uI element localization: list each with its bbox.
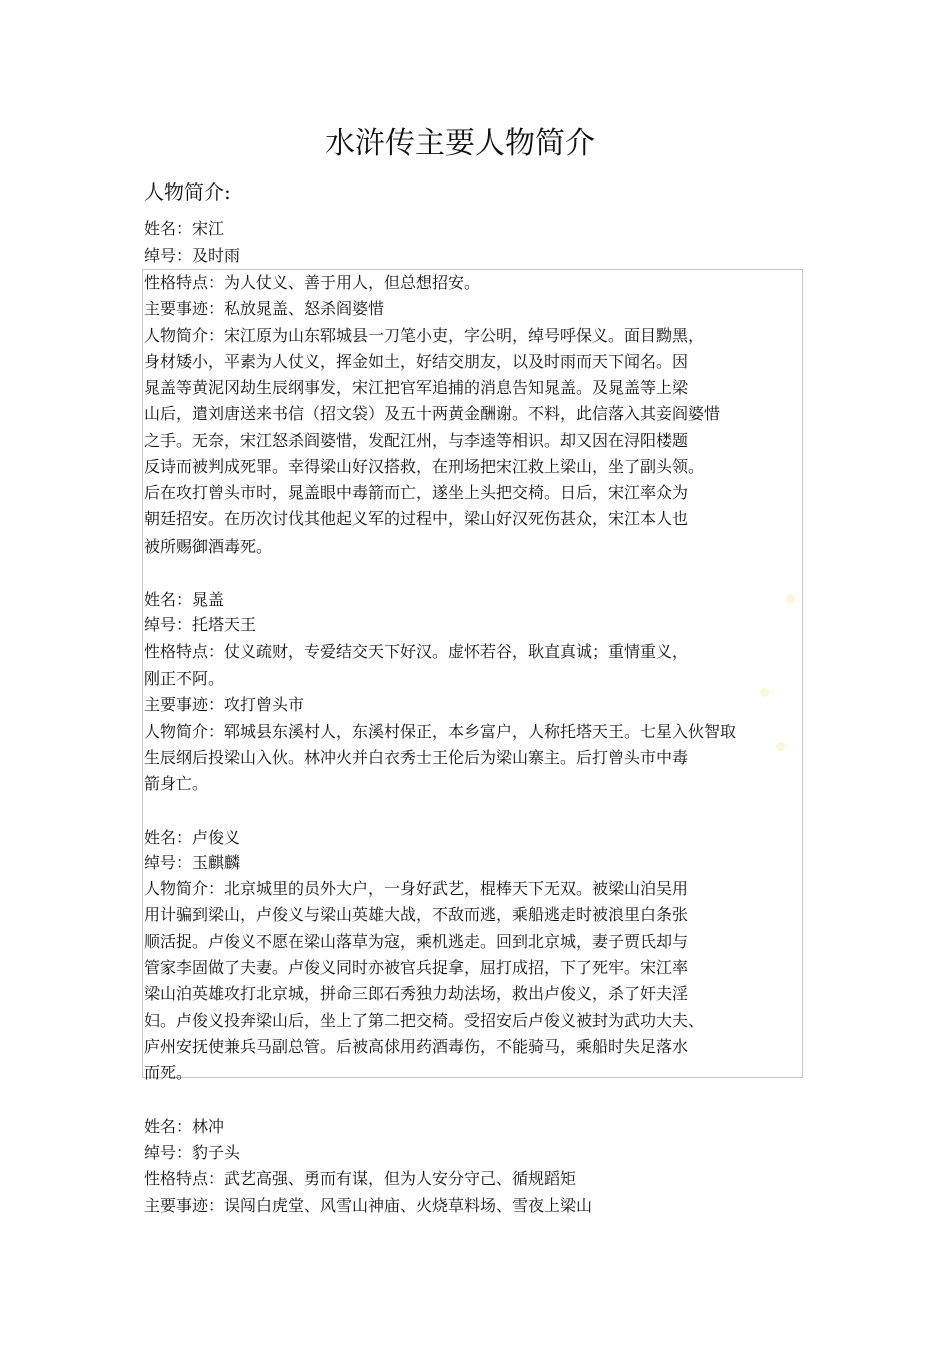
body-line: 晁盖等黄泥冈劫生辰纲事发，宋江把官军追捕的消息告知晁盖。及晁盖等上梁 xyxy=(144,378,689,397)
body-line: 生辰纲后投梁山入伙。林冲火并白衣秀士王伦后为梁山寨主。后打曾头市中毒 xyxy=(144,748,689,767)
body-line: 庐州安抚使兼兵马副总管。后被高俅用药酒毒伤，不能骑马，乘船时失足落水 xyxy=(144,1037,689,1056)
body-line: 绰号：玉麒麟 xyxy=(144,853,241,872)
body-line: 身材矮小，平素为人仗义，挥金如土，好结交朋友，以及时雨而天下闻名。因 xyxy=(144,352,689,371)
body-line: 绰号：及时雨 xyxy=(144,246,241,265)
body-line: 姓名：林冲 xyxy=(144,1117,225,1136)
background-spot xyxy=(786,594,795,603)
body-line: 人物简介：宋江原为山东郓城县一刀笔小吏，字公明，绰号呼保义。面目黝黑， xyxy=(144,326,705,345)
body-line: 管家李固做了夫妻。卢俊义同时亦被官兵捉拿，屈打成招，下了死牢。宋江率 xyxy=(144,958,689,977)
body-line: 主要事迹：私放晁盖、怒杀阎婆惜 xyxy=(144,299,385,318)
body-line: 刚正不阿。 xyxy=(144,669,225,688)
body-line: 主要事迹：攻打曾头市 xyxy=(144,695,305,714)
body-line: 之手。无奈，宋江怒杀阎婆惜，发配江州，与李逵等相识。却又因在浔阳楼题 xyxy=(144,431,689,450)
body-line: 姓名：卢俊义 xyxy=(144,828,241,847)
background-spot xyxy=(760,688,769,697)
body-line: 而死。 xyxy=(144,1063,193,1082)
body-line: 绰号：豹子头 xyxy=(144,1143,241,1162)
body-line: 主要事迹：误闯白虎堂、风雪山神庙、火烧草料场、雪夜上梁山 xyxy=(144,1196,593,1215)
body-line: 姓名：晁盖 xyxy=(144,590,225,609)
body-line: 朝廷招安。在历次讨伐其他起义军的过程中，梁山好汉死伤甚众，宋江本人也 xyxy=(144,509,689,528)
body-line: 用计骗到梁山，卢俊义与梁山英雄大战，不敌而逃，乘船逃走时被浪里白条张 xyxy=(144,905,689,924)
body-line: 性格特点：为人仗义、善于用人，但总想招安。 xyxy=(144,273,481,292)
body-line: 人物简介：北京城里的员外大户，一身好武艺，棍棒天下无双。被梁山泊吴用 xyxy=(144,879,689,898)
body-line: 人物简介：郓城县东溪村人，东溪村保正，本乡富户，人称托塔天王。七星入伙智取 xyxy=(144,722,737,741)
body-line: 性格特点：武艺高强、勇而有谋，但为人安分守己、循规蹈矩 xyxy=(144,1169,577,1188)
body-line: 妇。卢俊义投奔梁山后，坐上了第二把交椅。受招安后卢俊义被封为武功大夫、 xyxy=(144,1011,705,1030)
body-line: 反诗而被判成死罪。幸得梁山好汉搭救，在刑场把宋江救上梁山，坐了副头领。 xyxy=(144,457,705,476)
body-line: 后在攻打曾头市时，晁盖眼中毒箭而亡，遂坐上头把交椅。日后，宋江率众为 xyxy=(144,483,689,502)
body-line: 梁山泊英雄攻打北京城，拼命三郎石秀独力劫法场，救出卢俊义，杀了奸夫淫 xyxy=(144,984,689,1003)
body-line: 绰号：托塔天王 xyxy=(144,615,257,634)
body-line: 箭身亡。 xyxy=(144,774,209,793)
body-line: 山后，遣刘唐送来书信（招文袋）及五十两黄金酬谢。不料，此信落入其妾阎婆惜 xyxy=(144,404,721,423)
background-spot xyxy=(776,742,785,751)
body-line: 姓名：宋江 xyxy=(144,219,225,238)
body-line: 性格特点：仗义疏财，专爱结交天下好汉。虚怀若谷，耿直真诚；重情重义， xyxy=(144,642,689,661)
document-title: 水浒传主要人物简介 xyxy=(325,126,595,161)
section-heading: 人物简介: xyxy=(144,180,231,204)
body-line: 顺活捉。卢俊义不愿在梁山落草为寇，乘机逃走。回到北京城，妻子贾氏却与 xyxy=(144,932,689,951)
body-line: 被所赐御酒毒死。 xyxy=(144,537,273,556)
